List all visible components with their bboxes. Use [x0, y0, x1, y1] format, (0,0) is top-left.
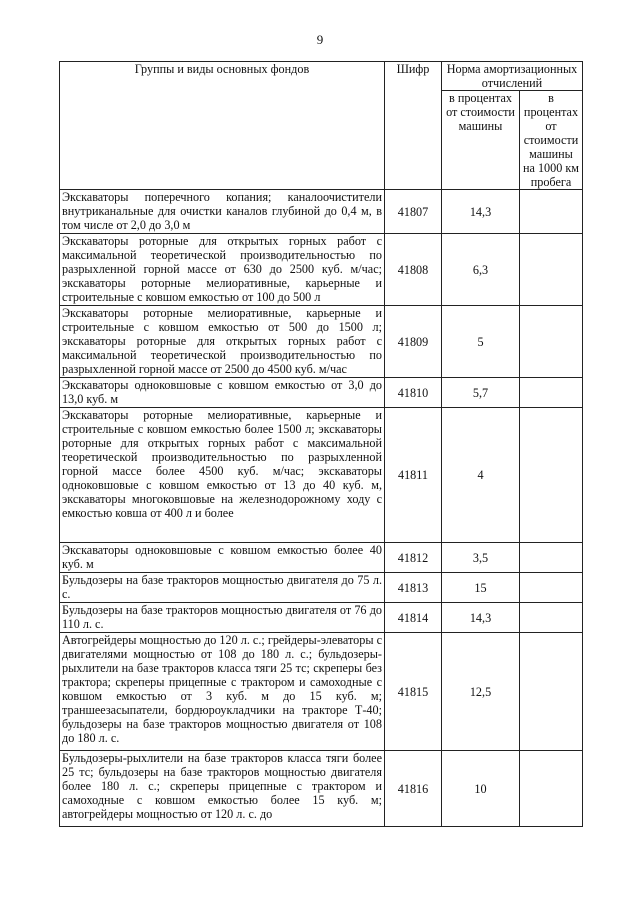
page-number: 9 [316, 32, 324, 47]
row-rate: 3,5 [442, 543, 520, 573]
depreciation-table [59, 61, 583, 827]
row-rate-per-1000km [520, 751, 583, 827]
row-rate-per-1000km [520, 573, 583, 603]
row-rate-per-1000km [520, 603, 583, 633]
row-code: 41811 [385, 408, 442, 543]
row-rate-per-1000km [520, 234, 583, 306]
row-rate: 12,5 [442, 633, 520, 751]
row-rate: 4 [442, 408, 520, 543]
row-rate-per-1000km [520, 408, 583, 543]
table-row [60, 633, 583, 751]
row-code: 41816 [385, 751, 442, 827]
row-rate: 6,3 [442, 234, 520, 306]
row-rate: 10 [442, 751, 520, 827]
table-row [60, 751, 583, 827]
row-rate: 14,3 [442, 190, 520, 234]
row-rate-per-1000km [520, 633, 583, 751]
row-description: Экскаваторы поперечного копания; каналоочистители внутриканальные для очистки каналов глубиной до 0,4 м, в том числе от 2,0 до 3,0 м [60, 190, 385, 234]
row-code: 41815 [385, 633, 442, 751]
row-description: Экскаваторы одноковшовые с ковшом емкостью от 3,0 до 13,0 куб. м [60, 378, 385, 408]
row-code: 41810 [385, 378, 442, 408]
table-row [60, 603, 583, 633]
row-description: Экскаваторы роторные для открытых горных работ с максимальной теоретической производительностью по разрыхленной горной массе от 630 до 2500 куб. м/час; экскаваторы роторные мелиоративные, карьерные и строительные с ковшом емкостью от 100 до 500 л [60, 234, 385, 306]
row-description: Экскаваторы роторные мелиоративные, карьерные и строительные с ковшом емкостью от 500 до 1500 л; экскаваторы роторные для открытых горных работ с максимальной теоретической производительностью по разрыхленной горной массе от 2500 до 4500 куб. м/час [60, 306, 385, 378]
header-percent-mileage: в процентах от стоимости машины на 1000 км пробега [520, 91, 583, 190]
header-norm: Норма амортизационных отчислений [442, 62, 583, 91]
row-rate: 5 [442, 306, 520, 378]
row-description: Экскаваторы одноковшовые с ковшом емкостью более 40 куб. м [60, 543, 385, 573]
row-rate-per-1000km [520, 190, 583, 234]
row-description: Автогрейдеры мощностью до 120 л. с.; грейдеры-элеваторы с двигателями мощностью от 108 до 180 л. с.; бульдозеры-рыхлители на базе тракторов класса тяги 25 тс; скреперы без трактора; скреперы прицепные с трактором и самоходные с ковшом емкостью от 3 куб. м до 15 куб. м; траншеезасыпатели, бордюроукладчики на тракторе Т-40; бульдозеры на базе тракторов мощностью двигателя от 108 до 180 л. с. [60, 633, 385, 751]
row-rate-per-1000km [520, 378, 583, 408]
row-rate: 14,3 [442, 603, 520, 633]
header-code: Шифр [385, 62, 442, 190]
table-row [60, 306, 583, 378]
header-percent-value: в процентах от стоимости машины [442, 91, 520, 190]
row-code: 41807 [385, 190, 442, 234]
row-code: 41814 [385, 603, 442, 633]
row-code: 41812 [385, 543, 442, 573]
row-description: Бульдозеры на базе тракторов мощностью двигателя от 76 до 110 л. с. [60, 603, 385, 633]
row-code: 41809 [385, 306, 442, 378]
row-description: Экскаваторы роторные мелиоративные, карьерные и строительные с ковшом емкостью более 1500 л; экскаваторы роторные для открытых горных работ с максимальной теоретической производительностью по разрыхленной горной массе более 4500 куб. м/час; экскаваторы одноковшовые с ковшом емкостью от 13 до 40 куб. м, экскаваторы многоковшовые на железнодорожному ходу с емкостью ковша от 400 л и более [60, 408, 385, 543]
row-description: Бульдозеры-рыхлители на базе тракторов класса тяги более 25 тс; бульдозеры на базе тракторов мощностью двигателя более 180 л. с.; скреперы прицепные с трактором и самоходные с ковшом емкостью более 15 куб. м; автогрейдеры мощностью от 120 л. с. до [60, 751, 385, 827]
row-rate-per-1000km [520, 306, 583, 378]
row-rate-per-1000km [520, 543, 583, 573]
table-row [60, 573, 583, 603]
row-description: Бульдозеры на базе тракторов мощностью двигателя до 75 л. с. [60, 573, 385, 603]
table-row [60, 190, 583, 234]
header-groups: Группы и виды основных фондов [60, 62, 385, 190]
table-row [60, 234, 583, 306]
table-row [60, 408, 583, 543]
row-code: 41813 [385, 573, 442, 603]
row-code: 41808 [385, 234, 442, 306]
row-rate: 5,7 [442, 378, 520, 408]
row-rate: 15 [442, 573, 520, 603]
table-row [60, 543, 583, 573]
table-row [60, 378, 583, 408]
